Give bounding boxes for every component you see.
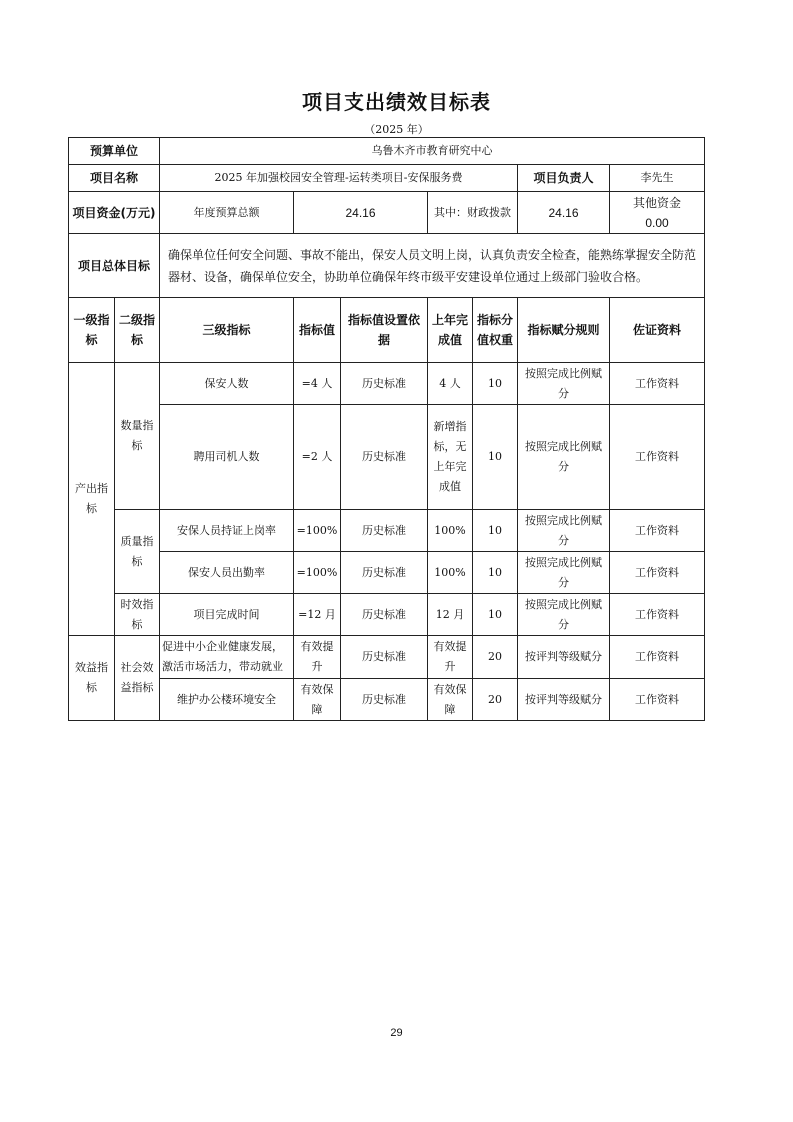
- indicator-last-year: 100%: [428, 552, 473, 594]
- indicator-name: 促进中小企业健康发展，激活市场活力，带动就业: [160, 636, 294, 679]
- indicator-basis: 历史标准: [341, 510, 428, 552]
- indicator-value: =100%: [294, 510, 341, 552]
- table-row: [69, 510, 705, 552]
- indicator-evidence: 工作资料: [610, 636, 705, 679]
- indicator-evidence: 工作资料: [610, 552, 705, 594]
- indicator-weight: 20: [473, 679, 518, 721]
- indicator-value: 有效提升: [294, 636, 341, 679]
- group-output: 产出指标: [69, 363, 115, 636]
- indicator-rule: 按照完成比例赋分: [518, 405, 610, 510]
- year-label: （2025 年）: [364, 123, 429, 136]
- indicator-name: 保安人数: [160, 363, 294, 405]
- indicator-rule: 按评判等级赋分: [518, 636, 610, 679]
- fiscal-label: 其中：财政拨款: [428, 192, 518, 234]
- header-weight: 指标分值权重: [473, 298, 518, 363]
- indicator-rule: 按照完成比例赋分: [518, 510, 610, 552]
- table-row: [69, 636, 705, 679]
- budget-unit-row: [69, 138, 705, 165]
- indicator-name: 聘用司机人数: [160, 405, 294, 510]
- budget-unit-label: 预算单位: [69, 138, 160, 165]
- indicator-last-year: 新增指标，无上年完成值: [428, 405, 473, 510]
- indicator-basis: 历史标准: [341, 405, 428, 510]
- indicator-weight: 10: [473, 363, 518, 405]
- annual-budget-value: 24.16: [294, 192, 428, 234]
- header-evidence: 佐证资料: [610, 298, 705, 363]
- indicator-basis: 历史标准: [341, 636, 428, 679]
- indicator-last-year: 有效提升: [428, 636, 473, 679]
- indicator-last-year: 4 人: [428, 363, 473, 405]
- header-value: 指标值: [294, 298, 341, 363]
- header-level2: 二级指标: [115, 298, 160, 363]
- indicator-weight: 20: [473, 636, 518, 679]
- indicator-basis: 历史标准: [341, 552, 428, 594]
- header-last-year: 上年完成值: [428, 298, 473, 363]
- performance-table: [68, 137, 705, 721]
- project-name-value: 2025 年加强校园安全管理-运转类项目-安保服务费: [160, 165, 518, 192]
- indicator-weight: 10: [473, 552, 518, 594]
- other-funds-value: 其他资金 0.00: [610, 192, 705, 234]
- project-name-label: 项目名称: [69, 165, 160, 192]
- overall-goal-label: 项目总体目标: [69, 234, 160, 298]
- table-row: [69, 679, 705, 721]
- indicator-evidence: 工作资料: [610, 679, 705, 721]
- funds-row: [69, 192, 705, 234]
- annual-budget-label: 年度预算总额: [160, 192, 294, 234]
- group-timeliness: 时效指标: [115, 594, 160, 636]
- page-number: 29: [390, 1027, 403, 1039]
- indicator-rule: 按照完成比例赋分: [518, 552, 610, 594]
- indicator-last-year: 有效保障: [428, 679, 473, 721]
- header-rule: 指标赋分规则: [518, 298, 610, 363]
- indicator-basis: 历史标准: [341, 594, 428, 636]
- page-title: 项目支出绩效目标表: [302, 90, 491, 114]
- indicator-basis: 历史标准: [341, 679, 428, 721]
- indicator-weight: 10: [473, 594, 518, 636]
- group-benefit: 效益指标: [69, 636, 115, 721]
- indicator-value: =4 人: [294, 363, 341, 405]
- group-social: 社会效益指标: [115, 636, 160, 721]
- indicator-evidence: 工作资料: [610, 405, 705, 510]
- indicator-last-year: 12 月: [428, 594, 473, 636]
- other-funds-label: 其他资金: [633, 195, 682, 210]
- indicator-value: =12 月: [294, 594, 341, 636]
- group-quantity: 数量指标: [115, 363, 160, 510]
- table-row: [69, 405, 705, 510]
- indicator-name: 保安人员出勤率: [160, 552, 294, 594]
- header-level1: 一级指标: [69, 298, 115, 363]
- indicator-evidence: 工作资料: [610, 363, 705, 405]
- funds-label: 项目资金(万元): [69, 192, 160, 234]
- budget-unit-value: 乌鲁木齐市教育研究中心: [160, 138, 705, 165]
- indicator-last-year: 100%: [428, 510, 473, 552]
- indicator-rule: 按照完成比例赋分: [518, 363, 610, 405]
- indicator-rule: 按照完成比例赋分: [518, 594, 610, 636]
- project-lead-value: 李先生: [610, 165, 705, 192]
- indicator-name: 项目完成时间: [160, 594, 294, 636]
- indicator-rule: 按评判等级赋分: [518, 679, 610, 721]
- overall-goal-row: [69, 234, 705, 298]
- project-lead-label: 项目负责人: [518, 165, 610, 192]
- fiscal-value: 24.16: [518, 192, 610, 234]
- header-level3: 三级指标: [160, 298, 294, 363]
- indicator-evidence: 工作资料: [610, 510, 705, 552]
- indicator-weight: 10: [473, 510, 518, 552]
- header-row: [69, 298, 705, 363]
- indicator-name: 维护办公楼环境安全: [160, 679, 294, 721]
- indicator-evidence: 工作资料: [610, 594, 705, 636]
- group-quality: 质量指标: [115, 510, 160, 594]
- table-row: [69, 363, 705, 405]
- project-name-row: [69, 165, 705, 192]
- indicator-value: 有效保障: [294, 679, 341, 721]
- table-row: [69, 594, 705, 636]
- overall-goal-text: 确保单位任何安全问题、事故不能出，保安人员文明上岗，认真负责安全检查，能熟练掌握安全防范器材、设备，确保单位安全，协助单位确保年终市级平安建设单位通过上级部门验收合格。: [160, 234, 705, 298]
- indicator-basis: 历史标准: [341, 363, 428, 405]
- header-basis: 指标值设置依据: [341, 298, 428, 363]
- indicator-value: =2 人: [294, 405, 341, 510]
- indicator-name: 安保人员持证上岗率: [160, 510, 294, 552]
- table-row: [69, 552, 705, 594]
- indicator-weight: 10: [473, 405, 518, 510]
- indicator-value: =100%: [294, 552, 341, 594]
